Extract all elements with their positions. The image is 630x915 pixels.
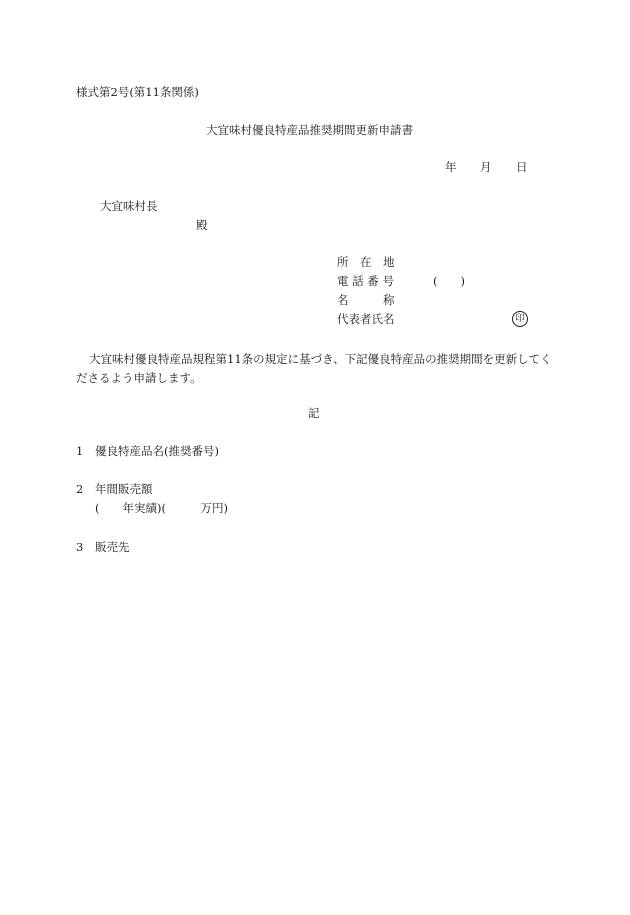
application-statement: 大宜味村優良特産品規程第11条の規定に基づき、下記優良特産品の推奨期間を更新してくださるよう申請します。 bbox=[76, 352, 552, 385]
addressee: 大宜味村長 bbox=[100, 199, 158, 213]
form-id: 様式第2号(第11条関係) bbox=[76, 85, 199, 99]
representative-name-label: 代表者氏名 bbox=[337, 312, 395, 326]
seal-icon: 印 bbox=[512, 311, 528, 327]
applicant-phone-label: 電 話 番 号 bbox=[337, 274, 394, 288]
honorific: 殿 bbox=[196, 218, 208, 232]
item-1-number: 1 bbox=[76, 444, 84, 458]
date-month-label: 月 bbox=[480, 160, 492, 174]
phone-parentheses: ( ) bbox=[433, 274, 465, 288]
item-1-label: 優良特産品名(推奨番号) bbox=[95, 444, 219, 458]
date-year-label: 年 bbox=[445, 160, 457, 174]
item-2-sales-detail: ( 年実績)( 万円) bbox=[95, 501, 228, 515]
applicant-name-label: 名 称 bbox=[337, 293, 395, 307]
item-2-label: 年間販売額 bbox=[95, 482, 153, 496]
date-day-label: 日 bbox=[516, 160, 528, 174]
item-3-number: 3 bbox=[76, 540, 84, 554]
item-2-number: 2 bbox=[76, 482, 84, 496]
document-title: 大宜味村優良特産品推奨期間更新申請書 bbox=[206, 123, 413, 137]
applicant-address-label: 所 在 地 bbox=[337, 255, 395, 269]
ki-heading: 記 bbox=[308, 406, 320, 420]
item-3-label: 販売先 bbox=[95, 540, 130, 554]
